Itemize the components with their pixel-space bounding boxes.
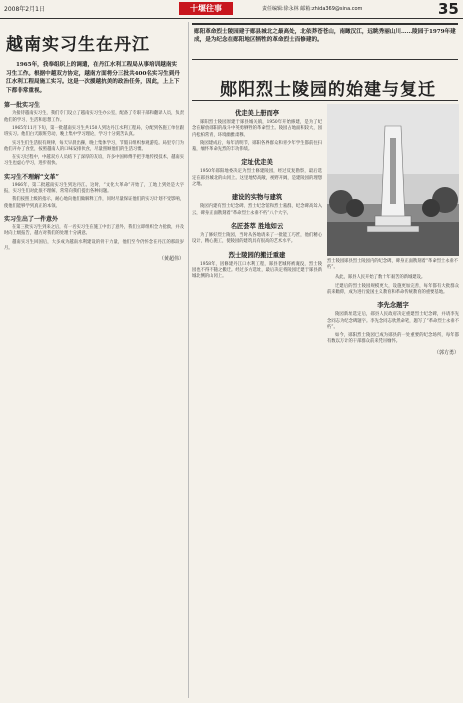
masthead [0,0,463,19]
paragraph: 1966年，第二批越南实习生到达丹江。这时，“文化大革命”开始了，工地上到处是大字报，实习生们对此很不理解，常常向我们提出各种问题。 [4,182,184,195]
right-byline: （郭方勇） [433,349,459,356]
editor-info: 责任编辑:徐永林 邮箱:zhida369@sina.com [262,6,363,12]
section-heading: 定址优走美 [241,159,273,167]
paragraph: 为了修好烈士陵园，当时从各地请来了一批能工巧匠，他们精心设计，精心施工，使陵园的建筑具有很高的艺术水平。 [192,232,322,245]
paragraph: 从此，郧县人民开始了数十年艰苦的新城建设。 [335,275,426,281]
right-article-column-1 [192,104,322,698]
paragraph: 实习生们生活很有规律，每天早晨出操，晚上集体学习，节假日组织参观游览。局里专门为他们开办了食堂，按照越南人的口味安排伙食，尽量照顾他们的生活习惯。 [4,140,184,152]
paragraph: 郧阳烈士陵园原建于郧县城关镇，1950年开始修建，是为了纪念在解放郧阳的战斗中英勇牺牲的革命烈士。陵园占地面积较大，园内松柏常青，环境幽雅肃穆。 [192,120,322,138]
paragraph: 为接待越南实习生，我们专门设立了越南实习生办公室，配备了专职干部和翻译人员，负责他们的学习、生活和思想工作。 [4,111,184,123]
left-article-intro: 1965年，我奉组织上的调遣，在丹江水利工程局从事培训越南实习生工作。根据中越双方协定，越南方面将分三批共400名实习生到丹江水利工程局施工实习。这是一次援越抗美的政治任务，因此，上上下下都非常重视。 [6,62,180,94]
paragraph: 陵园新址选定后，郧县人民政府决定重建烈士纪念碑，并请李先念同志为纪念碑题字。李先念同志欣然命笔，题写了“革命烈士永垂不朽”。 [327,312,459,330]
paragraph: 迁建后的烈士陵园规模更大，设施更加完善，每年都有大批群众前来瞻仰，成为进行爱国主义教育和革命传统教育的重要基地。 [327,283,459,295]
paragraph: 陵园内建有烈士纪念碑、烈士纪念馆和烈士墓群，纪念碑高耸入云，碑身正面镌刻着“革命烈士永垂不朽”八个大字。 [192,204,322,216]
photo-caption: 烈士陵园郧县烈士陵园内的纪念碑，碑身正面镌刻着“革命烈士永垂不朽”。 [327,259,459,271]
paragraph: 越南实习生回国后，大多成为越南水利建设的骨干力量，他们至今仍怀念在丹江的那段岁月。 [4,239,184,251]
issue-date: 2008年2月1日 [4,6,45,13]
section-heading: 烈士陵园的搬迁重建 [228,251,286,259]
column-divider [188,22,189,698]
paragraph: 如今，郧阳烈士陵园已成为郧县的一处重要的纪念场所，每年都有数以万计的干部群众前来凭吊缅怀。 [327,333,459,345]
right-col1-sections [192,108,322,280]
section-heading: 名匠荟萃 胜地如云 [230,222,284,230]
section-heading: 建设的实物与建筑 [231,194,283,202]
left-byline: （黄超伟） [158,256,184,263]
paragraph: 1958年，因修建丹江口水利工程，郧县老城将被淹没，烈士陵园也不得不随之搬迁。经过多方选址，最后决定将陵园迁建于郧县新城北侧的山冈上。 [192,261,322,280]
section-heading: 第一批实习生 [4,102,41,110]
monument-illustration [327,104,459,256]
headline-rule [192,100,458,101]
section-heading: 实习生不理解“文革” [4,173,59,181]
right-article-headline: 郧阳烈士陵园的始建与复迁 [220,80,436,100]
section-heading: 李先念题字 [377,302,409,310]
paragraph: 我们按照上级的指示，耐心地向他们做解释工作，同时尽量保证他们的实习计划不受影响，使他们能够学到真正的本领。 [4,197,184,209]
paragraph: 1950年郧阳地委决定为烈士修建陵园，经过反复勘察，最后选定在郧县城北的山冈上。这里地势高敞，视野开阔，是建陵园的理想之地。 [192,169,322,188]
paragraph: 在第三批实习生到来之后，有一名实习生在施工中出了意外，我们立即组织全力抢救，并及时向上级报告，越方对我们的处理十分满意。 [4,224,184,237]
right-article-column-2 [327,104,459,698]
right-article-lead: 郧阳革命烈士陵园建于郧县城北之最高处，北依莽苍苍山，南瞰汉江，远眺秀丽山川……陵园于1979年建成，是为纪念在郧阳地区牺牲的革命烈士而修建的。 [194,29,456,44]
column-brand: 十堰往事 [179,2,233,15]
left-article [4,22,184,698]
right-article-lead-box [192,23,458,60]
section-heading: 优走美上册而亭 [234,110,280,117]
left-article-title: 越南实习生在丹江 [6,35,150,55]
page-number: 35 [438,0,459,18]
paragraph: 陵园建成后，每年清明节，郧阳各界群众和青少年学生都前往扫墓，缅怀革命先烈的丰功伟绩。 [192,140,322,153]
paragraph: 在实习过程中，中越双方人员结下了深厚的友谊，许多中国师傅手把手地传授技术，越南实习生也虚心学习，进步很快。 [4,155,184,167]
paragraph: 1965年11月下旬，第一批越南实习生共150人到达丹江水利工程局，分配到各施工单位跟班实习。他们白天跟班劳动，晚上集中学习理论，学习十分刻苦认真。 [4,125,184,138]
right-col2-sections [327,275,459,345]
section-heading: 实习生出了一件意外 [4,215,59,223]
left-article-sections [4,100,184,252]
monument-photo [327,104,459,256]
